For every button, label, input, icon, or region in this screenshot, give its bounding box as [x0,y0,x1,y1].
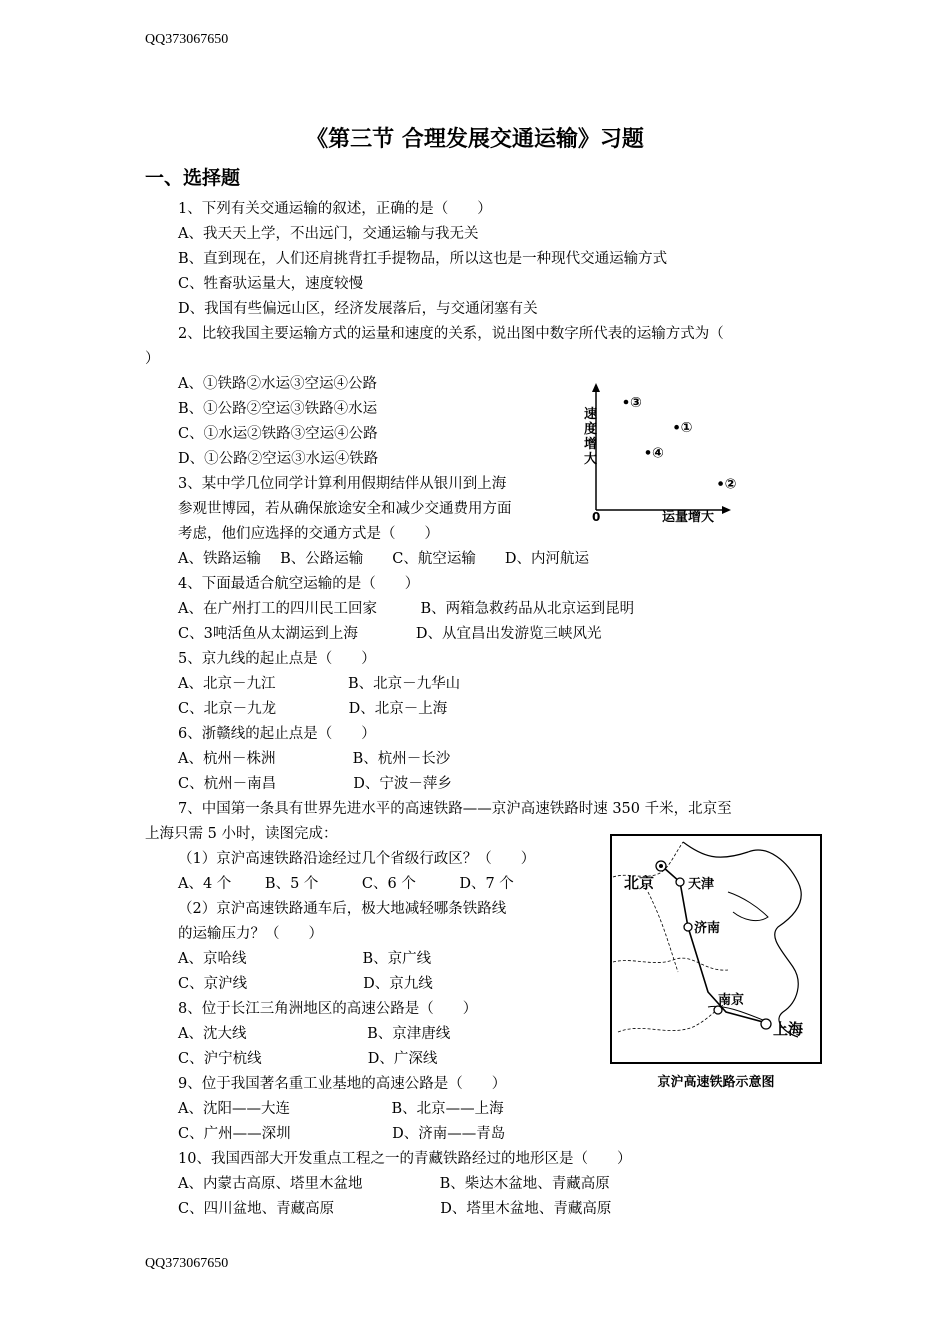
text-line: 2、比较我国主要运输方式的运量和速度的关系，说出图中数字所代表的运输方式为（ [178,326,724,342]
map-caption: 京沪高速铁路示意图 [657,1075,775,1090]
text-line: C、牲畜驮运量大，速度较慢 [178,276,364,292]
text-line: 1、下列有关交通运输的叙述，正确的是（ ） [178,201,492,217]
text-line: C、沪宁杭线 D、广深线 [178,1051,438,1067]
speed-volume-chart [578,380,737,525]
map-label-nanjing: 南京 [718,993,745,1008]
text-line: C、①水运②铁路③空运④公路 [178,426,378,442]
text-line: 7、中国第一条具有世界先进水平的高速铁路——京沪高速铁路时速 350 千米，北京至 [178,801,732,817]
text-line: C、3吨活鱼从太湖运到上海 D、从宜昌出发游览三峡风光 [178,626,602,642]
data-point [718,481,723,486]
page-footer: QQ373067650 [145,1256,229,1271]
text-line: D、①公路②空运③水运④铁路 [178,451,379,467]
text-line: 参观世博园，若从确保旅途安全和减少交通费用方面 [178,501,512,517]
text-line: A、①铁路②水运③空运④公路 [178,376,377,392]
data-point-label: ④ [652,445,664,462]
rail-map [608,832,826,1094]
text-line: 9、位于我国著名重工业基地的高速公路是（ ） [178,1076,507,1092]
text-line: ） [145,351,160,367]
text-line: 考虑，他们应选择的交通方式是（ ） [178,526,439,542]
text-line: A、我天天上学，不出远门，交通运输与我无关 [178,226,479,242]
y-axis-label-text: 速度增大 [584,407,598,467]
page-title: 《第三节 合理发展交通运输》习题 [306,127,644,152]
text-line: A、在广州打工的四川民工回家 B、两箱急救药品从北京运到昆明 [178,601,635,617]
text-line: A、4 个 B、5 个 C、6 个 D、7 个 [178,876,514,892]
text-line: D、我国有些偏远山区，经济发展落后，与交通闭塞有关 [178,301,538,317]
data-point [646,450,651,455]
text-line: A、北京－九江 B、北京－九华山 [178,676,461,692]
text-line: C、北京－九龙 D、北京－上海 [178,701,448,717]
text-line: C、四川盆地、青藏高原 D、塔里木盆地、青藏高原 [178,1201,612,1217]
origin-label: 0 [592,510,601,524]
map-label-beijing: 北京 [624,874,655,892]
text-line: B、直到现在，人们还肩挑背扛手提物品，所以这也是一种现代交通运输方式 [178,251,668,267]
text-line: 5、京九线的起止点是（ ） [178,651,376,667]
map-label-tianjin: 天津 [688,877,715,892]
text-line: A、内蒙古高原、塔里木盆地 B、柴达木盆地、青藏高原 [178,1176,610,1192]
text-line: B、①公路②空运③铁路④水运 [178,401,378,417]
text-line: 上海只需 5 小时，读图完成： [145,826,338,842]
data-point [674,425,679,430]
data-point [624,400,629,405]
page-header: QQ373067650 [145,32,229,47]
text-line: A、铁路运输 B、公路运输 C、航空运输 D、内河航运 [178,551,589,567]
text-line: （1）京沪高速铁路沿途经过几个省级行政区？（ ） [178,851,536,867]
text-line: A、京哈线 B、京广线 [178,951,432,967]
text-line: A、沈阳——大连 B、北京——上海 [178,1101,504,1117]
text-line: C、杭州－南昌 D、宁波－萍乡 [178,776,452,792]
text-line: 8、位于长江三角洲地区的高速公路是（ ） [178,1001,478,1017]
data-point-label: ③ [630,395,642,411]
text-line: 3、某中学几位同学计算利用假期结伴从银川到上海 [178,476,507,492]
text-line: 10、我国西部大开发重点工程之一的青藏铁路经过的地形区是（ ） [178,1151,632,1167]
text-line: C、广州——深圳 D、济南——青岛 [178,1126,506,1142]
data-point-label: ① [680,420,693,437]
x-axis-label: 运量增大 [662,510,715,525]
map-label-shanghai: 上海 [773,1020,804,1038]
text-line: C、京沪线 D、京九线 [178,976,433,992]
y-axis-label [584,406,597,467]
text-line: A、沈大线 B、京津唐线 [178,1026,451,1042]
section-heading: 一、选择题 [145,167,241,189]
data-point-label: ② [724,476,737,493]
text-line: 6、浙赣线的起止点是（ ） [178,726,376,742]
map-label-jinan: 济南 [694,921,721,936]
text-line: 的运输压力？（ ） [178,926,323,942]
text-line: A、杭州－株洲 B、杭州－长沙 [178,751,451,767]
text-line: 4、下面最适合航空运输的是（ ） [178,576,420,592]
text-line: （2）京沪高速铁路通车后，极大地减轻哪条铁路线 [178,901,507,917]
